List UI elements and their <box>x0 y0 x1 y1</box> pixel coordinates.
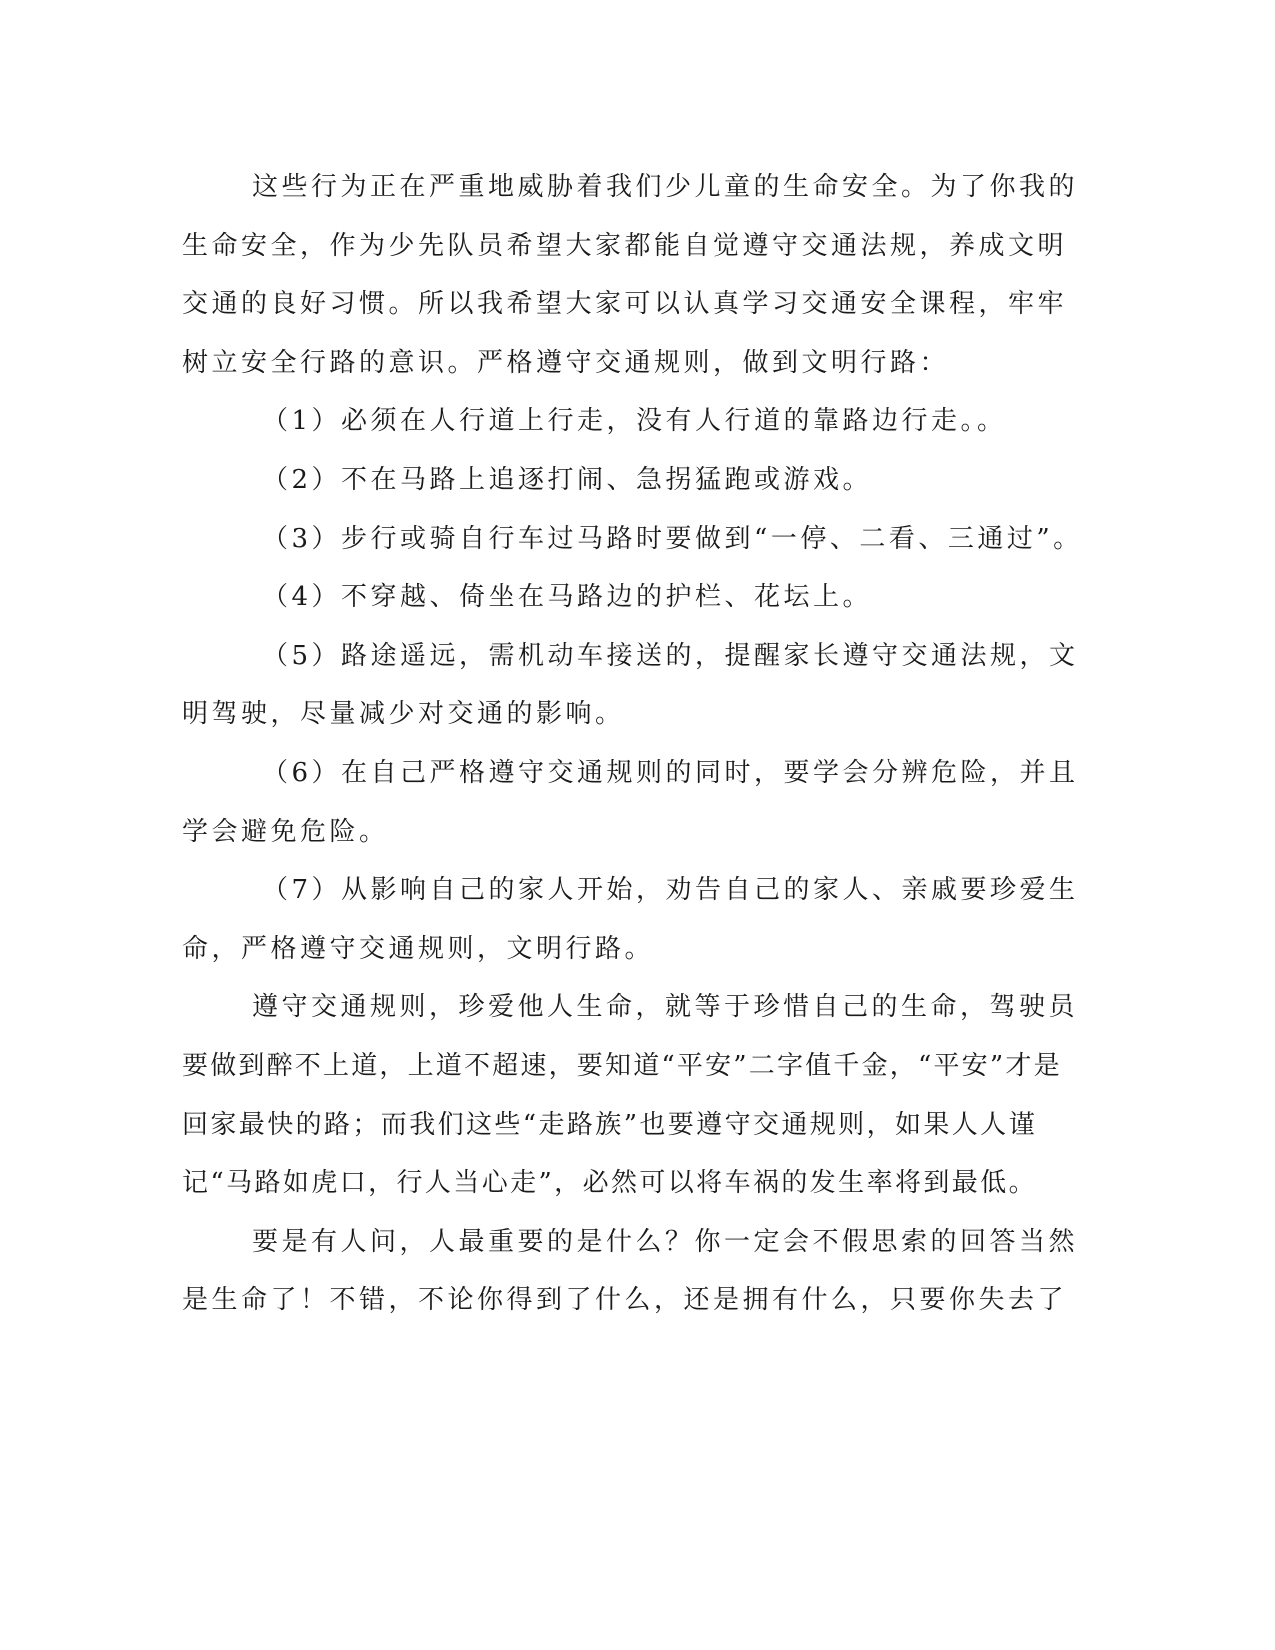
paragraph-line: 回家最快的路；而我们这些“走路族”也要遵守交通规则，如果人人谨 <box>182 1109 1037 1140</box>
list-item-line: （1）必须在人行道上行走，没有人行道的靠路边行走。。 <box>262 406 1007 437</box>
list-item-line: （7）从影响自己的家人开始，劝告自己的家人、亲戚要珍爱生 <box>262 875 1079 906</box>
body-text <box>182 158 1083 1330</box>
list-item-line: （4）不穿越、倚坐在马路边的护栏、花坛上。 <box>262 582 873 613</box>
list-item-line: 明驾驶，尽量减少对交通的影响。 <box>182 699 625 730</box>
paragraph-line: 要是有人问，人最重要的是什么？你一定会不假思索的回答当然 <box>252 1226 1079 1257</box>
list-item-line: （5）路途遥远，需机动车接送的，提醒家长遵守交通法规，文 <box>262 640 1079 671</box>
paragraph-line: 遵守交通规则，珍爱他人生命，就等于珍惜自己的生命，驾驶员 <box>252 992 1079 1023</box>
list-item-line: 命，严格遵守交通规则，文明行路。 <box>182 933 655 964</box>
paragraph-line: 是生命了！不错，不论你得到了什么，还是拥有什么，只要你失去了 <box>182 1285 1068 1316</box>
list-item-line: 学会避免危险。 <box>182 816 389 847</box>
paragraph-line: 生命安全，作为少先队员希望大家都能自觉遵守交通法规，养成文明 <box>182 230 1068 261</box>
paragraph-line: 树立安全行路的意识。严格遵守交通规则，做到文明行路： <box>182 347 950 378</box>
list-item-line: （2）不在马路上追逐打闹、急拐猛跑或游戏。 <box>262 464 873 495</box>
list-item-line: （3）步行或骑自行车过马路时要做到“一停、二看、三通过”。 <box>262 523 1083 554</box>
paragraph-line: 要做到醉不上道，上道不超速，要知道“平安”二字值千金，“平安”才是 <box>182 1050 1062 1081</box>
paragraph-line: 交通的良好习惯。所以我希望大家可以认真学习交通安全课程，牢牢 <box>182 289 1068 320</box>
list-item-line: （6）在自己严格遵守交通规则的同时，要学会分辨危险，并且 <box>262 757 1079 788</box>
paragraph-line: 记“马路如虎口，行人当心走”，必然可以将车祸的发生率将到最低。 <box>182 1168 1037 1199</box>
paragraph-line: 这些行为正在严重地威胁着我们少儿童的生命安全。为了你我的 <box>252 172 1079 202</box>
